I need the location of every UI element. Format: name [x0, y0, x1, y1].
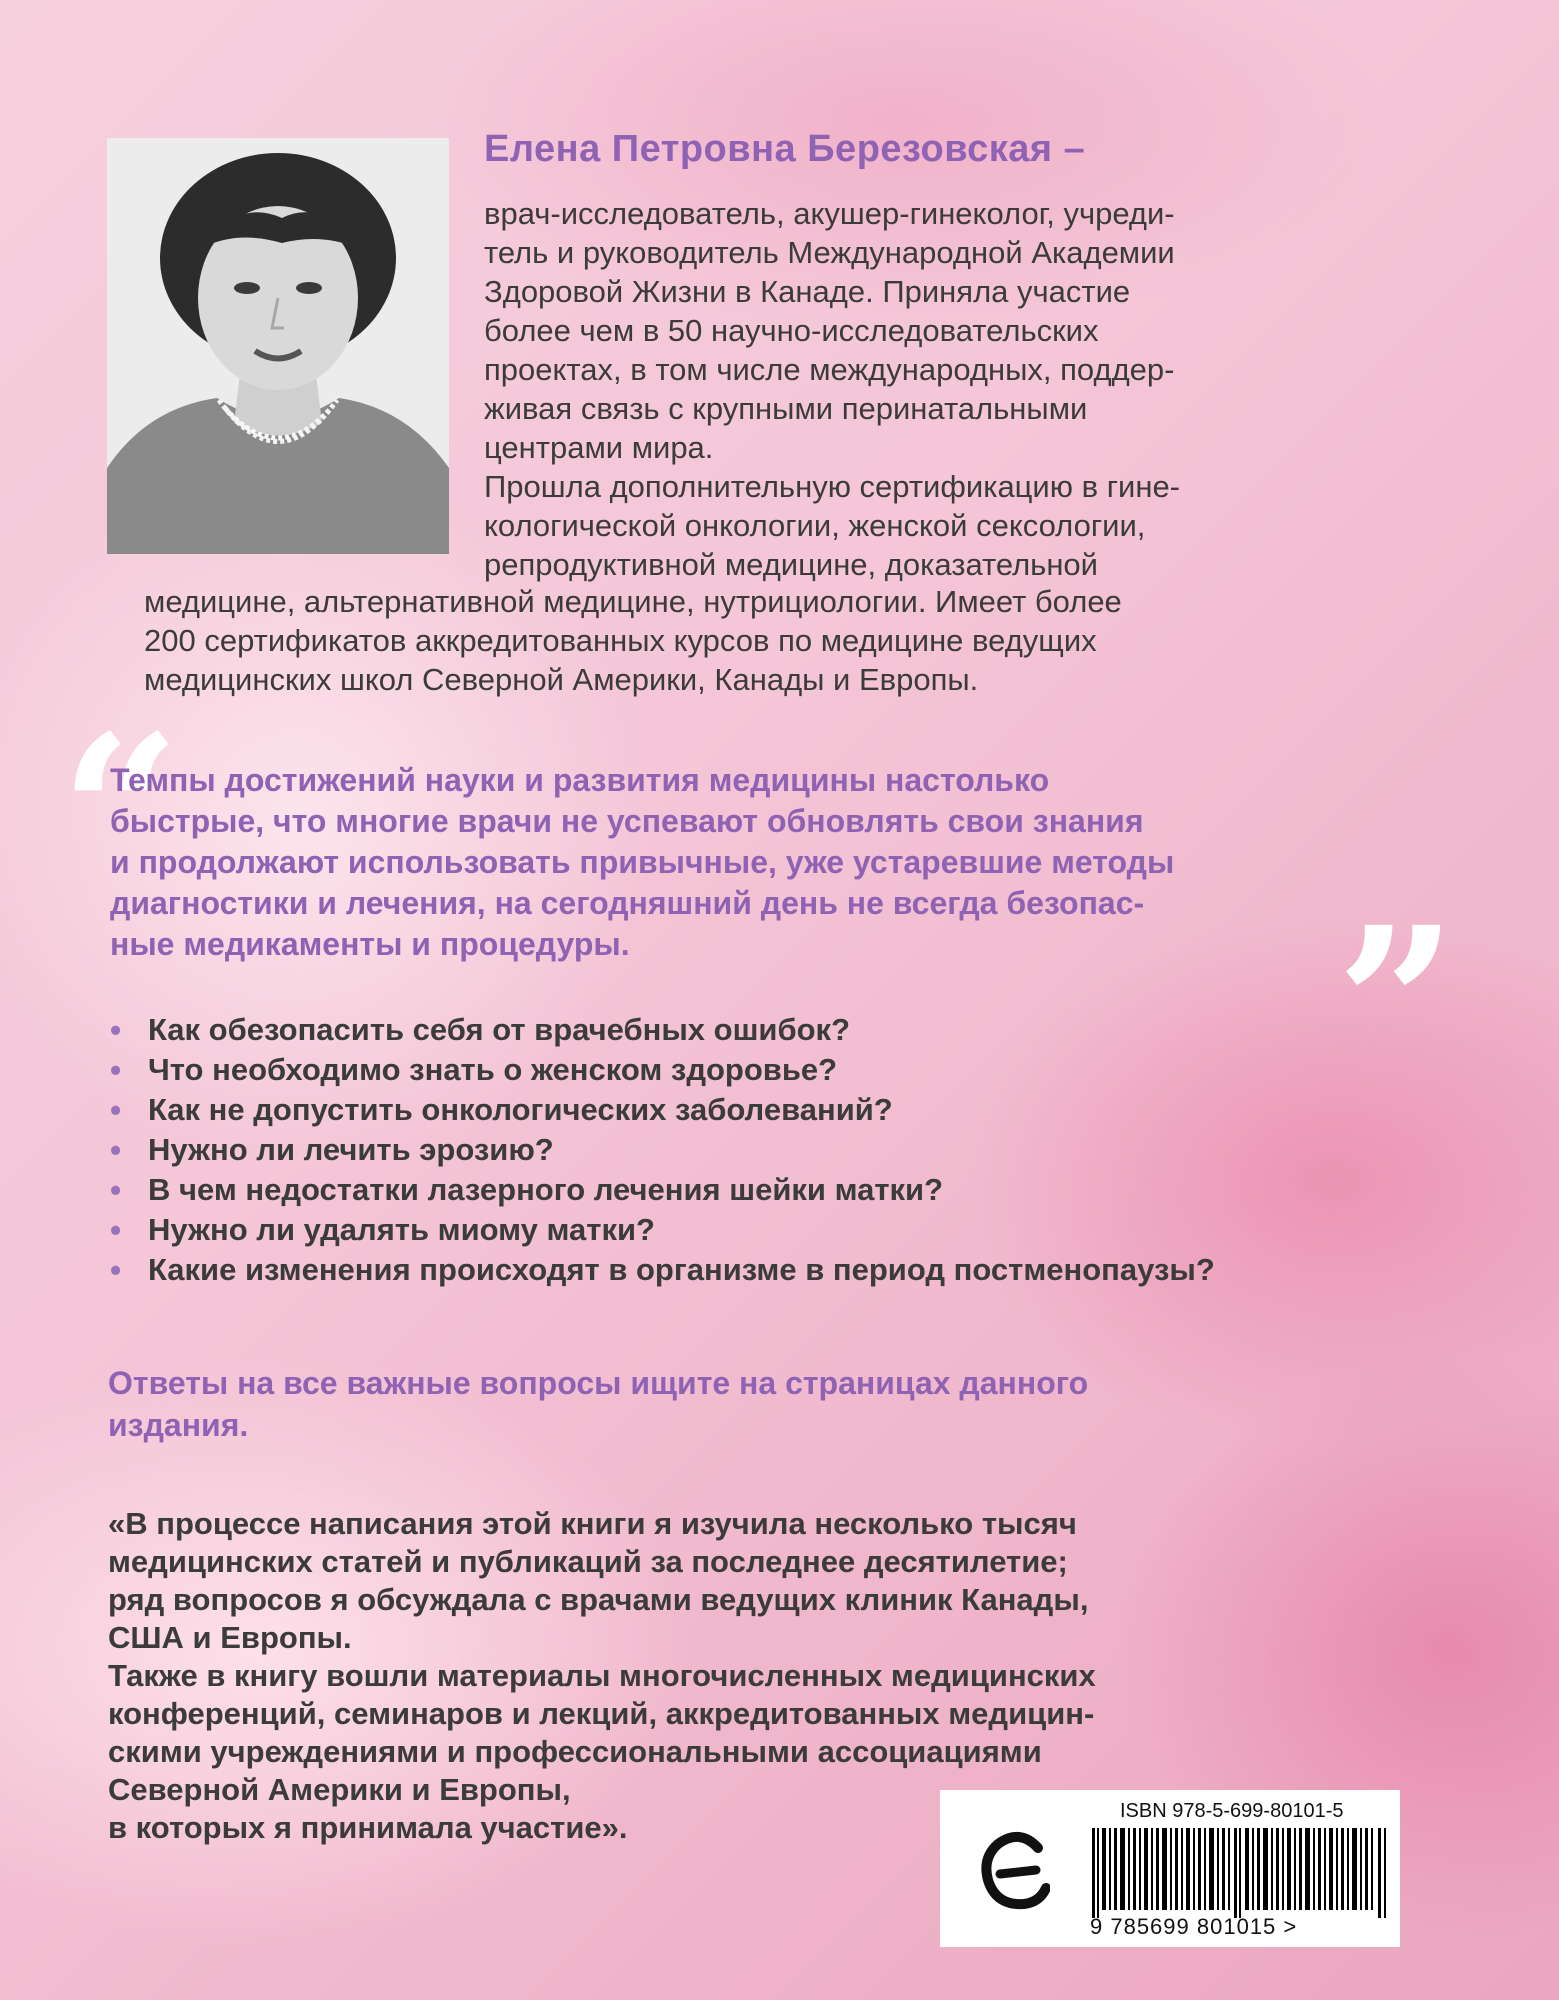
list-item: • Как не допустить онкологических заболеваний?	[108, 1090, 1268, 1130]
highlight-quote-line: и продолжают использовать привычные, уже устаревшие методы	[110, 844, 1175, 880]
answers-line	[108, 1362, 1088, 1446]
list-item: • Как обезопасить себя от врачебных ошибок?	[108, 1010, 1268, 1050]
bio-line: медицинских школ Северной Америки, Канады и Европы.	[144, 662, 979, 697]
bio-line: медицине, альтернативной медицине, нутрициологии. Имеет более	[144, 584, 1122, 619]
close-quote-mark: ”	[1336, 881, 1457, 1128]
author-quote-line: ряд вопросов я обсуждала с врачами ведущих клиник Канады,	[108, 1582, 1089, 1617]
author-bio-full-width	[144, 582, 1122, 699]
author-quote-line: Также в книгу вошли материалы многочисленных медицинских	[108, 1658, 1096, 1693]
barcode-digits: 9 785699 801015 >	[1090, 1914, 1298, 1939]
list-item: • Какие изменения происходят в организме в период постменопаузы?	[108, 1250, 1268, 1290]
list-item: • Нужно ли удалять миому матки?	[108, 1210, 1268, 1250]
bio-line: тель и руководитель Международной Академии	[484, 235, 1175, 270]
barcode-icon	[1090, 1828, 1390, 1918]
author-photo	[107, 138, 449, 554]
author-quote-line: конференций, семинаров и лекций, аккредитованных медицин-	[108, 1696, 1095, 1731]
author-quote-line: «В процессе написания этой книги я изучила несколько тысяч	[108, 1506, 1077, 1541]
list-item: • Нужно ли лечить эрозию?	[108, 1130, 1268, 1170]
answers-text-line: издания.	[108, 1407, 249, 1443]
author-name: Елена Петровна Березовская –	[484, 128, 1086, 170]
author-quote-line: в которых я принимала участие».	[108, 1810, 628, 1845]
author-quote-line: США и Европы.	[108, 1620, 352, 1655]
author-quote-line: скими учреждениями и профессиональными ассоциациями	[108, 1734, 1042, 1769]
highlight-quote-line: ные медикаменты и процедуры.	[110, 926, 630, 962]
open-quote-mark: “	[60, 689, 181, 936]
answers-text-line: Ответы на все важные вопросы ищите на страницах данного	[108, 1365, 1089, 1401]
highlight-quote-line: диагностики и лечения, на сегодняшний день не всегда безопас-	[110, 885, 1145, 921]
bio-line: проектах, в том числе международных, поддер-	[484, 352, 1175, 387]
bio-line: 200 сертификатов аккредитованных курсов по медицине ведущих	[144, 623, 1097, 658]
highlight-quote	[110, 760, 1174, 965]
author-quote-line: медицинских статей и публикаций за последнее десятилетие;	[108, 1544, 1068, 1579]
list-item: • В чем недостатки лазерного лечения шейки матки?	[108, 1170, 1268, 1210]
author-bio-beside-photo	[484, 194, 1180, 584]
highlight-quote-line: быстрые, что многие врачи не успевают обновлять свои знания	[110, 803, 1144, 839]
bio-line: Прошла дополнительную сертификацию в гине-	[484, 469, 1181, 504]
bio-line: живая связь с крупными перинатальными	[484, 391, 1088, 426]
list-item: • Что необходимо знать о женском здоровье?	[108, 1050, 1268, 1090]
barcode-panel	[940, 1790, 1400, 1947]
bio-line: более чем в 50 научно-исследовательских	[484, 313, 1099, 348]
isbn-number: ISBN 978-5-699-80101-5	[1120, 1800, 1344, 1822]
bio-line: Здоровой Жизни в Канаде. Приняла участие	[484, 274, 1131, 309]
bio-line: центрами мира.	[484, 430, 714, 465]
publisher-logo-icon	[980, 1830, 1050, 1910]
bio-line: репродуктивной медицине, доказательной	[484, 547, 1098, 582]
bio-line: врач-исследователь, акушер-гинеколог, учреди-	[484, 196, 1175, 231]
bio-line: кологической онкологии, женской сексологии,	[484, 508, 1146, 543]
questions-list	[108, 1010, 1268, 1290]
author-quote-line: Северной Америки и Европы,	[108, 1772, 571, 1807]
highlight-quote-line: Темпы достижений науки и развития медицины настолько	[110, 762, 1050, 798]
